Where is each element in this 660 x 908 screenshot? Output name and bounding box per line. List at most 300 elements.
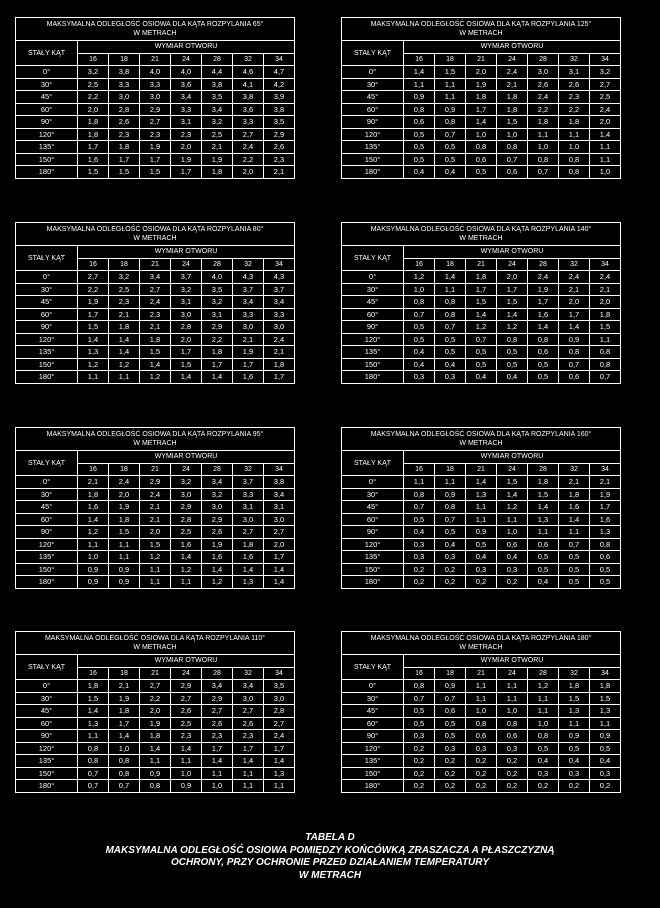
table-cell: 1,1 (404, 476, 435, 489)
table-cell: 1,6 (171, 538, 202, 551)
row-angle: 180° (342, 780, 404, 793)
table-cell: 0,7 (435, 128, 466, 141)
row-angle: 120° (16, 742, 78, 755)
table-cell: 1,6 (78, 501, 109, 514)
table-cell: 2,1 (590, 283, 621, 296)
table-cell: 1,1 (233, 767, 264, 780)
table-cell: 1,9 (466, 78, 497, 91)
table-cell: 0,5 (590, 742, 621, 755)
table-title-text: MAKSYMALNA ODLEGŁOŚĆ OSIOWA DLA KĄTA ROZPYLANIA 95° (46, 431, 264, 438)
table-cell: 0,3 (466, 742, 497, 755)
table-cell: 1,8 (264, 358, 295, 371)
table-cell: 1,6 (233, 551, 264, 564)
table-row (342, 526, 621, 539)
table-cell: 0,8 (466, 717, 497, 730)
table-cell: 0,8 (528, 333, 559, 346)
table-cell: 1,5 (497, 476, 528, 489)
opening-size-header: WYMIAR OTWORU (404, 655, 621, 668)
row-angle: 120° (16, 538, 78, 551)
table-cell: 1,8 (590, 308, 621, 321)
column-header: 16 (404, 463, 435, 476)
table-row (342, 371, 621, 384)
table-cell: 0,2 (559, 780, 590, 793)
table-cell: 0,4 (497, 371, 528, 384)
table-cell: 1,7 (559, 308, 590, 321)
distance-table (15, 427, 295, 589)
table-cell: 4,0 (202, 271, 233, 284)
table-cell: 0,8 (559, 153, 590, 166)
table-cell: 0,5 (404, 153, 435, 166)
table-cell: 1,9 (202, 538, 233, 551)
table-row (16, 742, 295, 755)
table-cell: 2,0 (171, 333, 202, 346)
table-cell: 0,8 (590, 358, 621, 371)
table-cell: 4,0 (171, 66, 202, 79)
table-cell: 1,5 (466, 296, 497, 309)
table-cell: 1,5 (78, 321, 109, 334)
table-cell: 0,7 (466, 333, 497, 346)
table-cell: 0,4 (435, 358, 466, 371)
table-cell: 1,1 (466, 680, 497, 693)
table-cell: 1,4 (233, 755, 264, 768)
table-cell: 1,2 (140, 551, 171, 564)
table-cell: 1,9 (233, 346, 264, 359)
column-header: 16 (78, 258, 109, 271)
row-angle: 120° (342, 742, 404, 755)
table-cell: 0,2 (590, 780, 621, 793)
table-cell: 1,1 (78, 538, 109, 551)
table-cell: 0,4 (559, 755, 590, 768)
table-cell: 0,2 (528, 780, 559, 793)
table-cell: 1,6 (202, 551, 233, 564)
table-cell: 1,9 (140, 717, 171, 730)
table-cell: 2,9 (171, 501, 202, 514)
table-cell: 1,1 (78, 371, 109, 384)
table-cell: 1,0 (528, 717, 559, 730)
table-row (16, 321, 295, 334)
table-cell: 3,4 (171, 91, 202, 104)
table-cell: 1,7 (202, 742, 233, 755)
table-cell: 1,2 (78, 358, 109, 371)
table-cell: 3,2 (109, 271, 140, 284)
table-cell: 0,5 (559, 742, 590, 755)
table-cell: 1,7 (590, 501, 621, 514)
column-header: 16 (404, 258, 435, 271)
row-angle: 90° (16, 526, 78, 539)
table-cell: 1,9 (528, 283, 559, 296)
table-cell: 2,9 (264, 128, 295, 141)
table-title (16, 18, 295, 41)
table-cell: 0,8 (435, 308, 466, 321)
table-cell: 1,8 (140, 730, 171, 743)
table-cell: 0,6 (466, 730, 497, 743)
row-angle: 30° (342, 692, 404, 705)
table-cell: 3,3 (233, 116, 264, 129)
table-cell: 3,7 (233, 476, 264, 489)
table-cell: 1,2 (528, 680, 559, 693)
table-cell: 2,1 (202, 141, 233, 154)
table-cell: 0,2 (435, 563, 466, 576)
table-cell: 0,3 (404, 538, 435, 551)
row-angle: 45° (342, 501, 404, 514)
table-cell: 3,1 (202, 308, 233, 321)
table-cell: 1,8 (109, 141, 140, 154)
table-title (16, 223, 295, 246)
table-cell: 3,8 (233, 91, 264, 104)
table-cell: 0,9 (435, 680, 466, 693)
column-header: 32 (559, 53, 590, 66)
table-row (16, 513, 295, 526)
table-cell: 0,5 (404, 333, 435, 346)
table-cell: 0,4 (404, 358, 435, 371)
table-cell: 2,1 (109, 680, 140, 693)
table-cell: 0,2 (404, 755, 435, 768)
table-cell: 2,3 (264, 153, 295, 166)
column-header: 16 (404, 667, 435, 680)
table-cell: 0,4 (497, 551, 528, 564)
table-cell: 3,0 (233, 692, 264, 705)
table-row (342, 755, 621, 768)
table-cell: 1,7 (78, 141, 109, 154)
table-cell: 3,6 (171, 78, 202, 91)
table-cell: 1,1 (466, 513, 497, 526)
table-cell: 1,7 (264, 551, 295, 564)
table-cell: 1,7 (233, 358, 264, 371)
column-header: 34 (264, 53, 295, 66)
caption (60, 832, 600, 882)
table-row (16, 680, 295, 693)
table-cell: 1,5 (109, 166, 140, 179)
table-cell: 3,3 (171, 103, 202, 116)
table-cell: 2,4 (528, 91, 559, 104)
table-cell: 2,1 (559, 283, 590, 296)
table-cell: 1,8 (78, 116, 109, 129)
table-cell: 1,7 (171, 346, 202, 359)
table-cell: 0,9 (109, 576, 140, 589)
column-header: 28 (528, 667, 559, 680)
table-cell: 1,1 (497, 513, 528, 526)
table-cell: 1,4 (264, 576, 295, 589)
row-angle: 60° (16, 308, 78, 321)
table-cell: 1,4 (264, 755, 295, 768)
table-cell: 1,6 (528, 308, 559, 321)
table-cell: 2,2 (140, 692, 171, 705)
table-cell: 2,4 (109, 476, 140, 489)
row-angle: 30° (16, 283, 78, 296)
table-cell: 2,7 (140, 116, 171, 129)
column-header: 32 (233, 258, 264, 271)
table-row (342, 551, 621, 564)
table-row (16, 78, 295, 91)
table-cell: 1,7 (528, 296, 559, 309)
table-cell: 1,4 (202, 371, 233, 384)
table-cell: 1,0 (590, 166, 621, 179)
table-row (16, 283, 295, 296)
table-cell: 2,1 (78, 476, 109, 489)
table-cell: 1,1 (466, 692, 497, 705)
table-cell: 2,9 (171, 680, 202, 693)
table-cell: 3,2 (171, 283, 202, 296)
table-cell: 2,6 (233, 717, 264, 730)
table-cell: 2,5 (590, 91, 621, 104)
table-cell: 0,2 (466, 576, 497, 589)
table-cell: 2,3 (109, 296, 140, 309)
table-row (16, 166, 295, 179)
table-cell: 2,7 (140, 680, 171, 693)
table-cell: 0,9 (559, 333, 590, 346)
table-cell: 0,2 (497, 780, 528, 793)
table-cell: 3,5 (202, 91, 233, 104)
table-cell: 0,3 (404, 371, 435, 384)
table-cell: 3,0 (264, 321, 295, 334)
table-cell: 0,5 (404, 128, 435, 141)
column-header: 21 (140, 667, 171, 680)
table-cell: 0,7 (590, 371, 621, 384)
table-cell: 1,7 (264, 371, 295, 384)
table-cell: 1,5 (435, 66, 466, 79)
table-cell: 1,2 (109, 358, 140, 371)
row-angle: 135° (16, 755, 78, 768)
table-cell: 1,3 (590, 705, 621, 718)
table-cell: 1,3 (590, 526, 621, 539)
table-cell: 1,8 (528, 476, 559, 489)
table-cell: 0,5 (435, 346, 466, 359)
row-angle: 0° (16, 476, 78, 489)
opening-size-header: WYMIAR OTWORU (78, 41, 295, 54)
table-cell: 2,5 (109, 283, 140, 296)
table-cell: 1,8 (559, 488, 590, 501)
table-cell: 0,8 (528, 730, 559, 743)
table-cell: 3,4 (202, 680, 233, 693)
table-cell: 1,1 (78, 730, 109, 743)
table-cell: 1,7 (466, 103, 497, 116)
column-header: 18 (109, 53, 140, 66)
table-row (16, 271, 295, 284)
table-cell: 1,4 (171, 371, 202, 384)
table-cell: 0,8 (404, 103, 435, 116)
table-title-text: MAKSYMALNA ODLEGŁOŚĆ OSIOWA DLA KĄTA ROZPYLANIA 65° (46, 21, 264, 28)
table-cell: 2,0 (497, 271, 528, 284)
table-cell: 2,4 (233, 141, 264, 154)
table-row (342, 730, 621, 743)
table-cell: 1,5 (590, 321, 621, 334)
table-cell: 3,0 (528, 66, 559, 79)
table-cell: 0,9 (559, 730, 590, 743)
row-angle: 60° (16, 103, 78, 116)
table-row (342, 780, 621, 793)
table-cell: 0,5 (590, 563, 621, 576)
row-angle: 90° (16, 730, 78, 743)
table-cell: 1,6 (78, 153, 109, 166)
table-cell: 0,3 (497, 563, 528, 576)
row-angle: 135° (16, 346, 78, 359)
table-cell: 2,3 (202, 730, 233, 743)
row-angle: 30° (16, 488, 78, 501)
table-cell: 1,5 (590, 692, 621, 705)
table-cell: 0,2 (497, 576, 528, 589)
table-cell: 1,2 (497, 321, 528, 334)
table-cell: 3,4 (202, 103, 233, 116)
table-cell: 0,5 (466, 358, 497, 371)
table-cell: 1,5 (528, 488, 559, 501)
table-cell: 1,0 (497, 705, 528, 718)
table-cell: 1,1 (559, 526, 590, 539)
table-row (16, 755, 295, 768)
table-cell: 2,1 (233, 333, 264, 346)
table-cell: 1,5 (140, 538, 171, 551)
column-header: 34 (264, 667, 295, 680)
table-cell: 0,7 (435, 692, 466, 705)
table-cell: 1,5 (78, 166, 109, 179)
table-cell: 0,4 (404, 526, 435, 539)
table-cell: 2,4 (528, 271, 559, 284)
column-header: 24 (497, 667, 528, 680)
table-cell: 3,4 (233, 296, 264, 309)
column-header: 18 (435, 463, 466, 476)
table-cell: 1,1 (435, 476, 466, 489)
column-header: 28 (528, 463, 559, 476)
row-angle: 135° (342, 141, 404, 154)
table-cell: 3,7 (233, 283, 264, 296)
table-cell: 1,4 (466, 116, 497, 129)
table-cell: 0,9 (435, 488, 466, 501)
table-cell: 3,0 (264, 692, 295, 705)
table-cell: 1,1 (497, 692, 528, 705)
table-cell: 0,9 (435, 103, 466, 116)
table-cell: 0,9 (140, 767, 171, 780)
table-row (342, 576, 621, 589)
table-cell: 0,4 (528, 576, 559, 589)
column-header: 28 (202, 258, 233, 271)
table-cell: 0,6 (404, 116, 435, 129)
table-cell: 1,4 (233, 563, 264, 576)
table-cell: 0,8 (78, 742, 109, 755)
table-cell: 0,8 (497, 333, 528, 346)
table-cell: 0,8 (435, 501, 466, 514)
table-title-text: MAKSYMALNA ODLEGŁOŚĆ OSIOWA DLA KĄTA ROZPYLANIA 140° (370, 226, 592, 233)
column-header: 34 (264, 463, 295, 476)
table-cell: 1,4 (466, 308, 497, 321)
row-angle: 30° (342, 78, 404, 91)
table-cell: 0,7 (78, 780, 109, 793)
table-cell: 2,7 (590, 78, 621, 91)
row-angle: 0° (16, 66, 78, 79)
table-cell: 2,0 (171, 141, 202, 154)
table-cell: 3,0 (202, 501, 233, 514)
caption-title: TABELA D (305, 832, 355, 843)
table-cell: 1,1 (140, 755, 171, 768)
table-cell: 1,7 (109, 717, 140, 730)
table-row (342, 742, 621, 755)
table-row (342, 488, 621, 501)
table-cell: 3,0 (140, 91, 171, 104)
table-cell: 2,8 (171, 513, 202, 526)
table-row (342, 166, 621, 179)
table-cell: 1,0 (109, 742, 140, 755)
table-cell: 1,6 (233, 371, 264, 384)
row-angle: 150° (342, 153, 404, 166)
table-cell: 1,4 (202, 755, 233, 768)
table-cell: 1,3 (466, 488, 497, 501)
table-cell: 1,0 (466, 705, 497, 718)
table-row (342, 128, 621, 141)
table-cell: 3,7 (264, 283, 295, 296)
table-cell: 1,1 (171, 576, 202, 589)
table-cell: 1,3 (233, 576, 264, 589)
distance-table (341, 222, 621, 384)
row-angle: 90° (342, 116, 404, 129)
table-cell: 2,1 (559, 476, 590, 489)
table-cell: 4,3 (264, 271, 295, 284)
fixed-angle-header: STAŁY KĄT (16, 41, 78, 66)
table-cell: 0,6 (590, 551, 621, 564)
table-cell: 0,5 (435, 730, 466, 743)
row-angle: 180° (342, 576, 404, 589)
table-cell: 1,5 (497, 296, 528, 309)
row-angle: 90° (342, 321, 404, 334)
table-cell: 1,1 (233, 780, 264, 793)
table-cell: 1,2 (140, 371, 171, 384)
table-cell: 2,0 (233, 166, 264, 179)
table-cell: 1,3 (78, 346, 109, 359)
table-cell: 1,4 (559, 513, 590, 526)
table-units: W METRACH (459, 30, 503, 37)
table-cell: 1,9 (590, 488, 621, 501)
table-cell: 2,9 (140, 103, 171, 116)
table-row (16, 501, 295, 514)
table-cell: 1,6 (559, 501, 590, 514)
column-header: 32 (233, 53, 264, 66)
table-cell: 2,6 (202, 526, 233, 539)
row-angle: 90° (16, 116, 78, 129)
table-cell: 3,1 (264, 501, 295, 514)
table-cell: 1,4 (528, 321, 559, 334)
table-cell: 0,8 (404, 488, 435, 501)
table-cell: 0,7 (528, 166, 559, 179)
table-title-text: MAKSYMALNA ODLEGŁOŚĆ OSIOWA DLA KĄTA ROZPYLANIA 125° (370, 21, 592, 28)
table-cell: 3,0 (233, 513, 264, 526)
table-cell: 1,5 (140, 346, 171, 359)
table-row (342, 91, 621, 104)
table-cell: 3,1 (171, 296, 202, 309)
table-cell: 3,3 (109, 78, 140, 91)
table-cell: 3,7 (171, 271, 202, 284)
table-cell: 0,5 (435, 153, 466, 166)
table-cell: 1,0 (497, 128, 528, 141)
table-cell: 1,1 (528, 705, 559, 718)
table-cell: 2,1 (109, 308, 140, 321)
table-cell: 0,5 (559, 576, 590, 589)
table-cell: 0,5 (559, 563, 590, 576)
table-cell: 4,3 (233, 271, 264, 284)
table-cell: 0,2 (466, 780, 497, 793)
row-angle: 60° (16, 717, 78, 730)
table-cell: 2,2 (78, 283, 109, 296)
table-cell: 1,1 (528, 128, 559, 141)
row-angle: 150° (16, 767, 78, 780)
column-header: 32 (559, 258, 590, 271)
table-cell: 1,1 (264, 780, 295, 793)
table-row (16, 526, 295, 539)
row-angle: 0° (342, 66, 404, 79)
table-cell: 2,7 (233, 705, 264, 718)
table-cell: 0,7 (435, 513, 466, 526)
table-cell: 0,6 (497, 730, 528, 743)
row-angle: 45° (16, 91, 78, 104)
table-cell: 0,5 (466, 538, 497, 551)
table-cell: 0,2 (404, 780, 435, 793)
table-cell: 0,5 (466, 346, 497, 359)
